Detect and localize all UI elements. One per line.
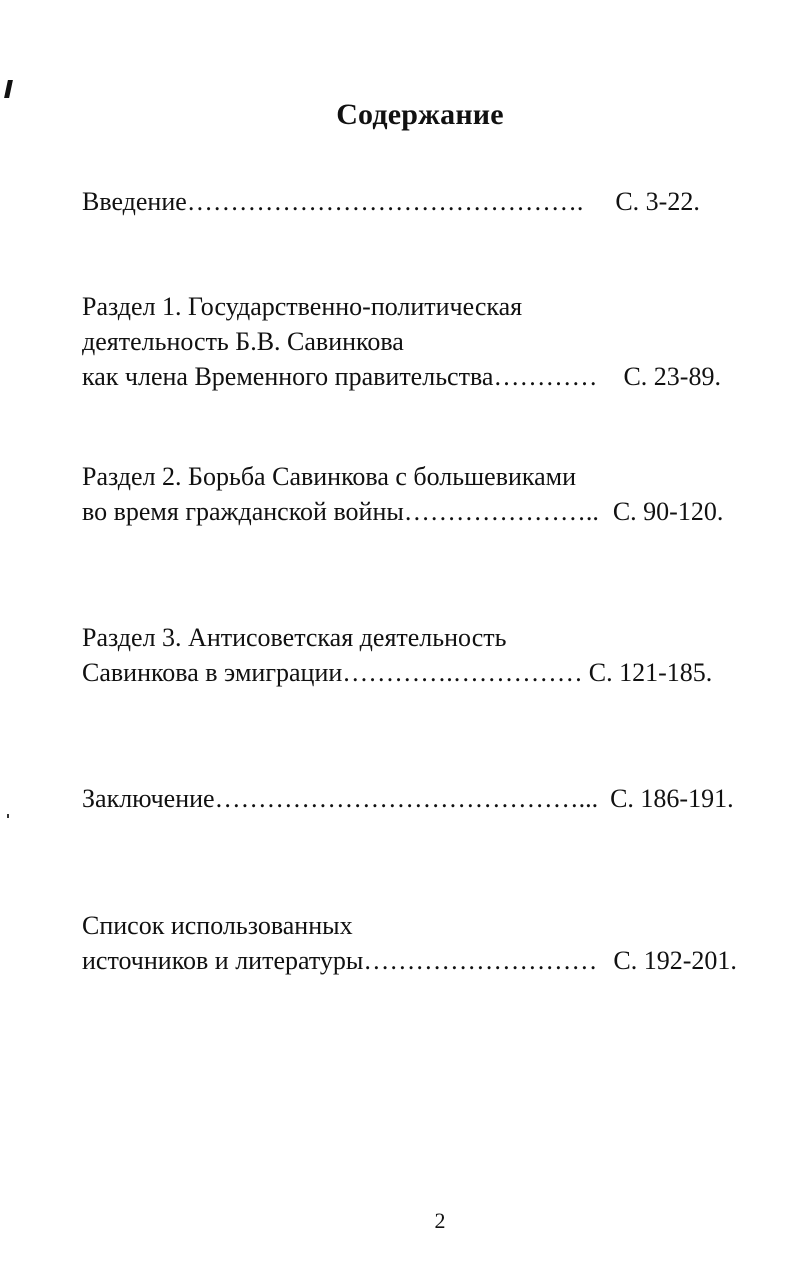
- toc-leader-dots: ………….……………: [342, 658, 583, 687]
- toc-entry-title-line: деятельность Б.В. Савинкова: [82, 327, 404, 356]
- scan-artifact-speck: [7, 814, 9, 818]
- toc-leader-dots: …………………..: [403, 497, 599, 526]
- toc-entry-title-line: Раздел 1. Государственно-политическая: [82, 292, 523, 321]
- toc-page-range: С. 121-185.: [588, 658, 713, 687]
- toc-entry-line: [82, 359, 742, 394]
- toc-entry-line: [82, 943, 742, 978]
- toc-entry-line: [82, 781, 742, 816]
- toc-page-range: С. 192-201.: [613, 946, 737, 975]
- toc-entry-title-line: Список использованных: [82, 911, 353, 940]
- toc-leader-dots: ………………………: [363, 946, 598, 975]
- toc-entry-title-line: Раздел 2. Борьба Савинкова с большевиками: [82, 462, 577, 491]
- toc-entry-line: [82, 184, 742, 219]
- toc-page-range: С. 23-89.: [623, 362, 721, 391]
- toc-page-range: С. 90-120.: [612, 497, 724, 526]
- toc-entry-title: во время гражданской войны: [82, 497, 404, 526]
- scan-artifact-mark: [4, 80, 13, 98]
- toc-page-range: С. 186-191.: [610, 784, 734, 813]
- toc-entry-section-1: [82, 289, 742, 394]
- toc-entry-title: как члена Временного правительства: [82, 362, 494, 391]
- toc-entry-section-2: [82, 459, 742, 529]
- toc-entry-title: Заключение: [82, 784, 215, 813]
- toc-entry-title: Введение: [82, 187, 187, 216]
- toc-leader-dots: …………: [493, 362, 598, 391]
- toc-entry-bibliography: [82, 908, 742, 978]
- page-title: Содержание: [336, 98, 504, 131]
- toc-entry-title: Савинкова в эмиграции: [82, 658, 343, 687]
- toc-entry-section-3: [82, 620, 742, 690]
- toc-entry-title-line: Раздел 3. Антисоветская деятельность: [82, 623, 507, 652]
- toc-leader-dots: ……………………………………….: [186, 187, 584, 216]
- toc-entry-line: [82, 494, 742, 529]
- toc-entry-conclusion: [82, 781, 742, 816]
- toc-page-range: С. 3-22.: [615, 187, 700, 216]
- toc-entry-introduction: [82, 184, 742, 219]
- page-number: 2: [434, 1208, 446, 1233]
- toc-leader-dots: ……………………………………...: [214, 784, 599, 813]
- toc-entry-line: [82, 655, 742, 690]
- toc-entry-title: источников и литературы: [82, 946, 364, 975]
